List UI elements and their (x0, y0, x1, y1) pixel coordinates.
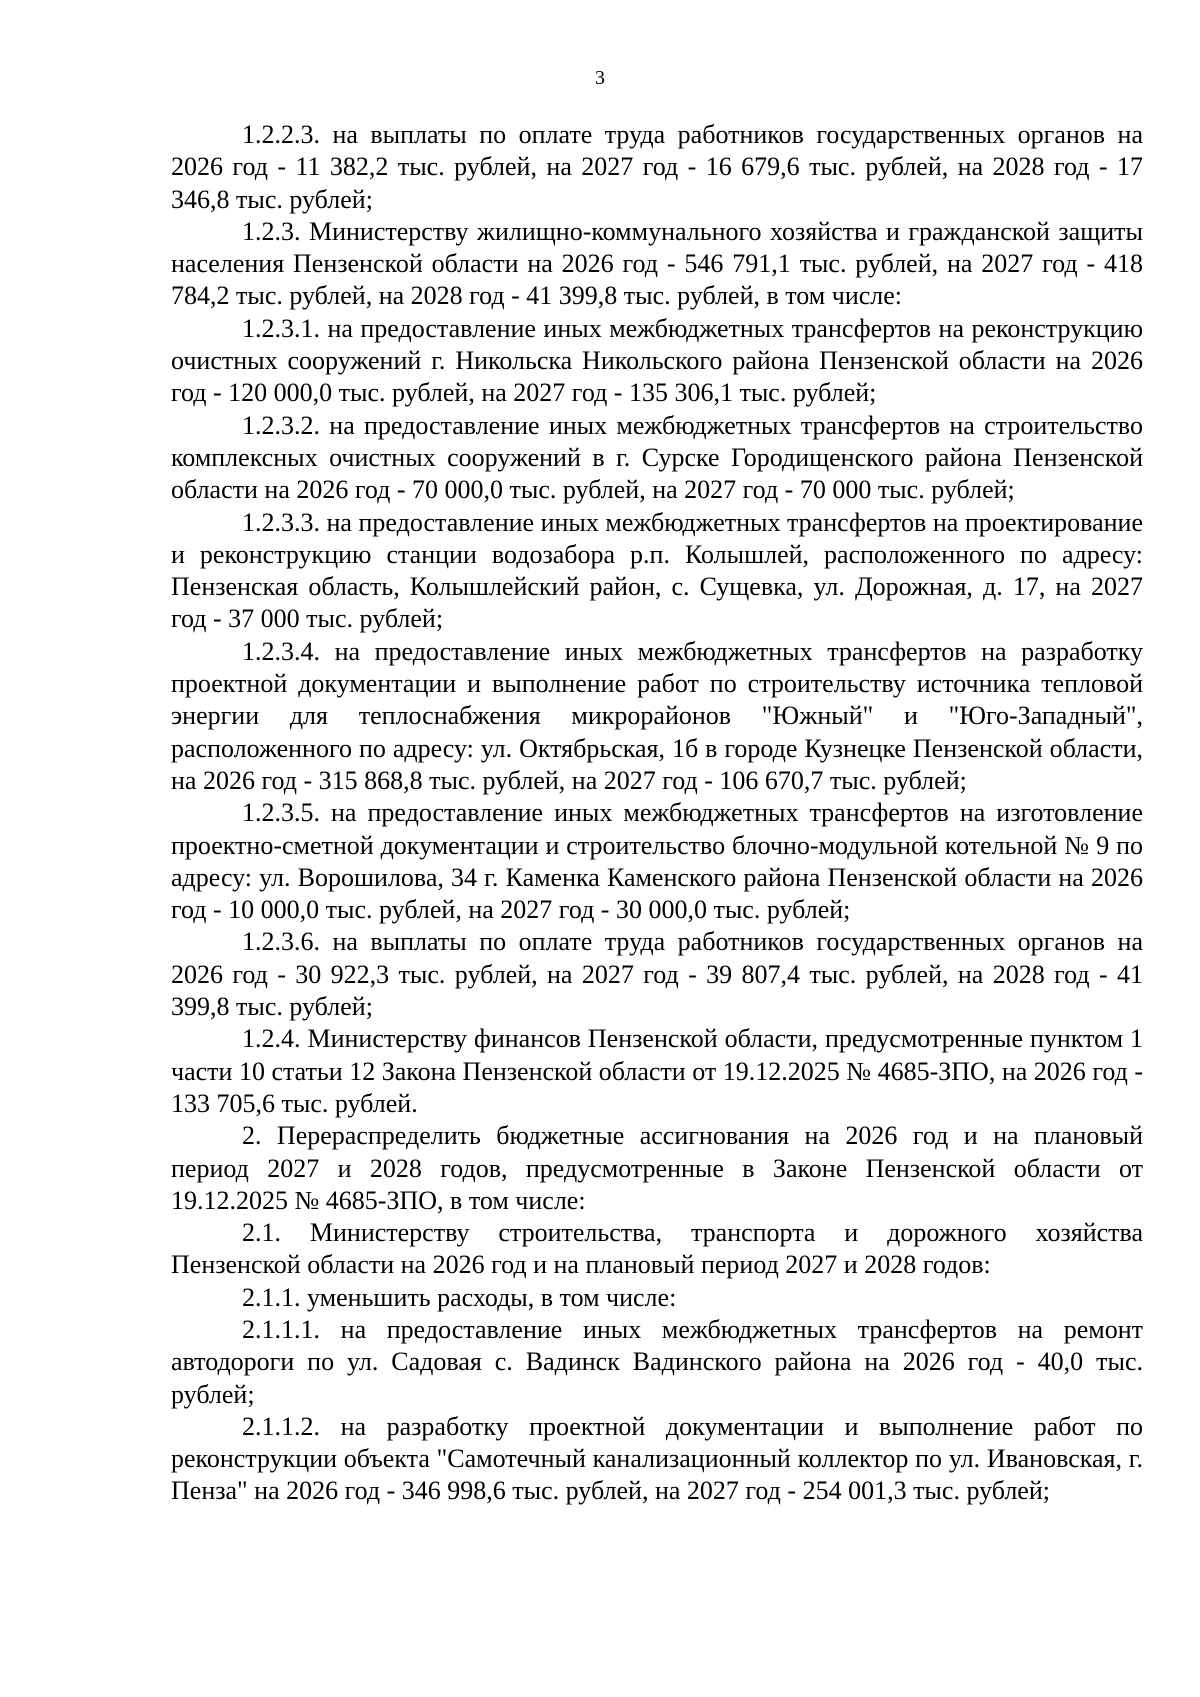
paragraph-1-2-3-5: 1.2.3.5. на предоставление иных межбюджетных трансфертов на изготовление проектно-сметной документации и строительство блочно-модульной котельной № 9 по адресу: ул. Ворошилова, 34 г. Каменка Каменского района Пензенской области на 2026 год - 10 000,0 тыс. рублей, на 2027 год - 30 000,0 тыс. рублей; (171, 798, 1143, 925)
paragraph-2: 2. Перераспределить бюджетные ассигнования на 2026 год и на плановый период 2027 и 2028 годов, предусмотренные в Законе Пензенской области от 19.12.2025 № 4685-ЗПО, в том числе: (171, 1121, 1143, 1215)
paragraph-1-2-3-2: 1.2.3.2. на предоставление иных межбюджетных трансфертов на строительство комплексных очистных сооружений в г. Сурске Городищенского района Пензенской области на 2026 год - 70 000,0 тыс. рублей, на 2027 год - 70 000 тыс. рублей; (171, 410, 1143, 505)
paragraph-1-2-3-1: 1.2.3.1. на предоставление иных межбюджетных трансфертов на реконструкцию очистных сооружений г. Никольска Никольского района Пензенской области на 2026 год - 120 000,0 тыс. рублей, на 2027 год - 135 306,1 тыс. рублей; (171, 313, 1143, 408)
document-body (171, 119, 1143, 1508)
paragraph-1-2-4: 1.2.4. Министерству финансов Пензенской области, предусмотренные пунктом 1 части 10 статьи 12 Закона Пензенской области от 19.12.2025 № 4685-ЗПО, на 2026 год - 133 705,6 тыс. рублей. (171, 1024, 1143, 1118)
paragraph-2-1-1: 2.1.1. уменьшить расходы, в том числе: (242, 1282, 677, 1312)
page-number: 3 (595, 67, 605, 89)
paragraph-1-2-3-4: 1.2.3.4. на предоставление иных межбюджетных трансфертов на разработку проектной документации и выполнение работ по строительству источника тепловой энергии для теплоснабжения микрорайонов "Южный" и "Юго-Западный", расположенного по адресу: ул. Октябрьская, 1б в городе Кузнецке Пензенской области, на 2026 год - 315 868,8 тыс. рублей, на 2027 год - 106 670,7 тыс. рублей; (171, 636, 1143, 795)
paragraph-1-2-3-3: 1.2.3.3. на предоставление иных межбюджетных трансфертов на проектирование и реконструкцию станции водозабора р.п. Колышлей, расположенного по адресу: Пензенская область, Колышлейский район, с. Сущевка, ул. Дорожная, д. 17, на 2027 год - 37 000 тыс. рублей; (171, 507, 1143, 634)
paragraph-1-2-3-6: 1.2.3.6. на выплаты по оплате труда работников государственных органов на 2026 год - 30 922,3 тыс. рублей, на 2027 год - 39 807,4 тыс. рублей, на 2028 год - 41 399,8 тыс. рублей; (171, 927, 1143, 1022)
paragraph-2-1-1-1: 2.1.1.1. на предоставление иных межбюджетных трансфертов на ремонт автодороги по ул. Садовая с. Вадинск Вадинского района на 2026 год - 40,0 тыс. рублей; (171, 1314, 1143, 1409)
paragraph-1-2-2-3: 1.2.2.3. на выплаты по оплате труда работников государственных органов на 2026 год - 11 382,2 тыс. рублей, на 2027 год - 16 679,6 тыс. рублей, на 2028 год - 17 346,8 тыс. рублей; (171, 120, 1143, 214)
paragraph-2-1-1-2: 2.1.1.2. на разработку проектной документации и выполнение работ по реконструкции объекта "Самотечный канализационный коллектор по ул. Ивановская, г. Пенза" на 2026 год - 346 998,6 тыс. рублей, на 2027 год - 254 001,3 тыс. рублей; (171, 1411, 1143, 1506)
paragraph-2-1: 2.1. Министерству строительства, транспорта и дорожного хозяйства Пензенской области на 2026 год и на плановый период 2027 и 2028 годов: (171, 1218, 1143, 1280)
paragraph-1-2-3: 1.2.3. Министерству жилищно-коммунального хозяйства и гражданской защиты населения Пензенской области на 2026 год - 546 791,1 тыс. рублей, на 2027 год - 418 784,2 тыс. рублей, на 2028 год - 41 399,8 тыс. рублей, в том числе: (171, 216, 1143, 311)
